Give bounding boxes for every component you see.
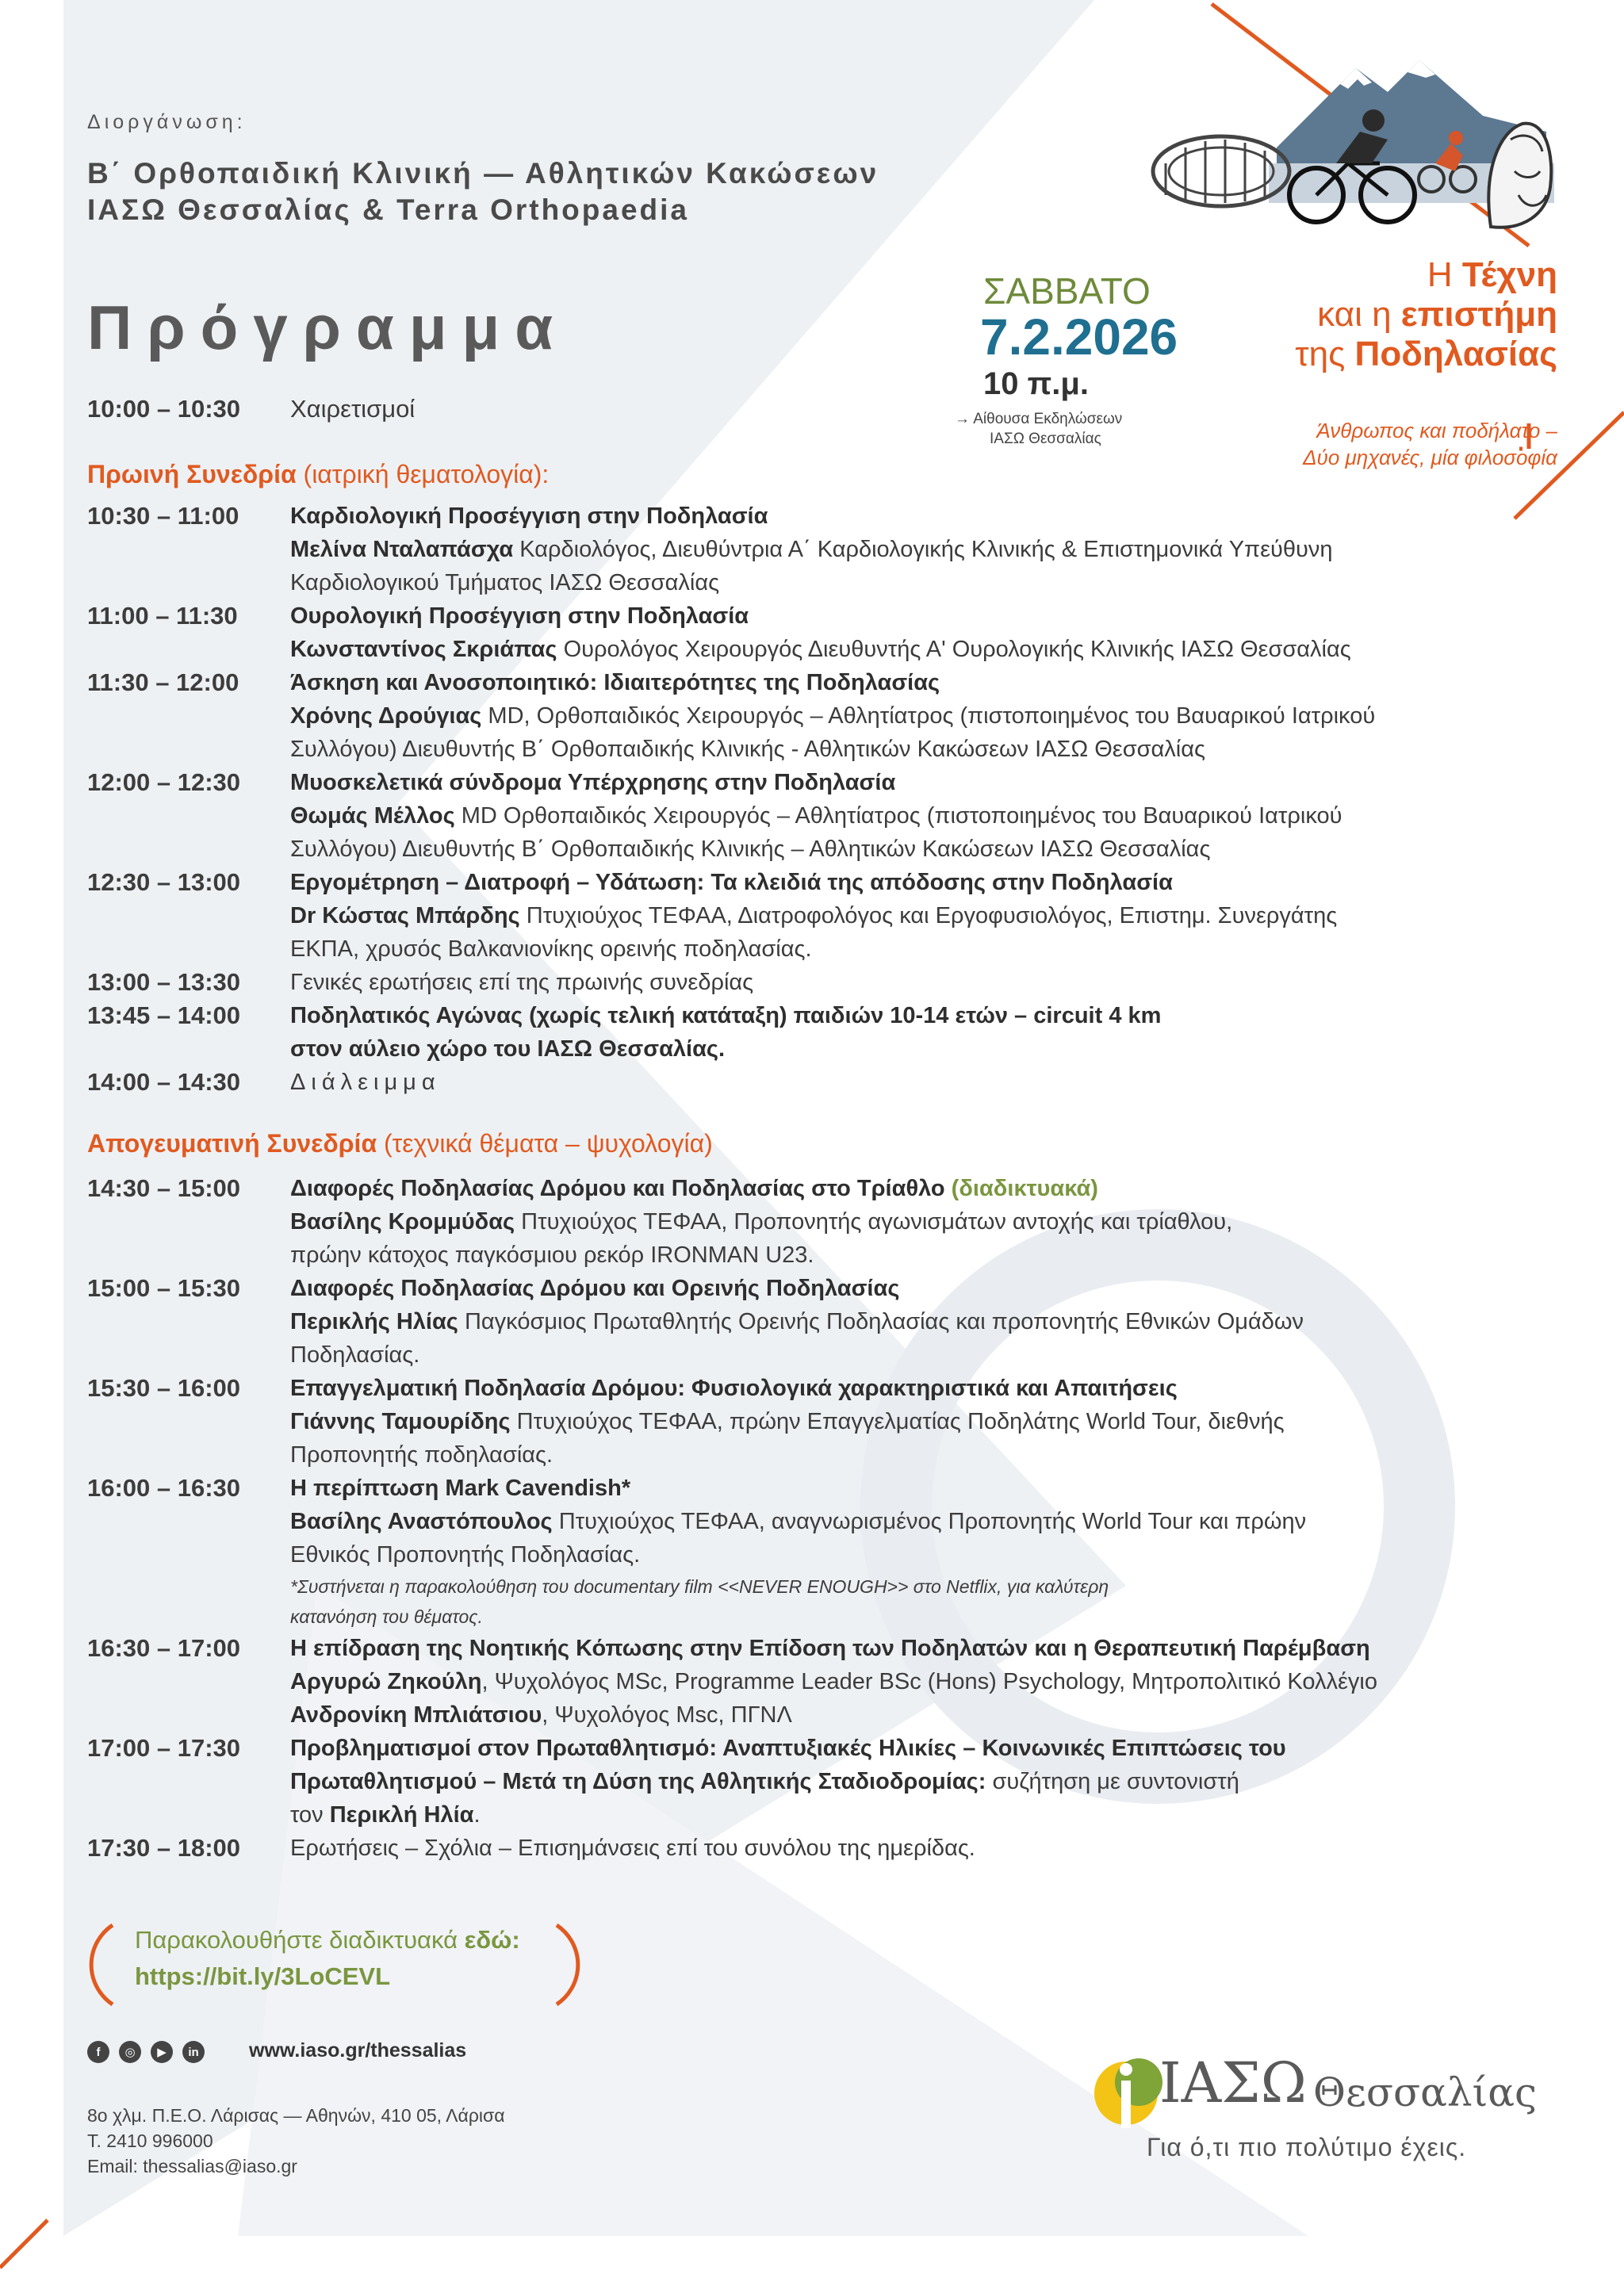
theme-text: και η bbox=[1317, 295, 1401, 334]
schedule-row bbox=[87, 666, 1578, 766]
event-time: 10 π.μ. bbox=[983, 366, 1089, 401]
time-slot: 16:00 – 16:30 bbox=[87, 1474, 241, 1502]
talk-title: Διαφορές Ποδηλασίας Δρόμου και Ορεινής Ποδηλασίας bbox=[290, 1276, 900, 1301]
brand-tagline: Για ό,τι πιο πολύτιμο έχεις. bbox=[1147, 2133, 1467, 2161]
page-title: Πρόγραμμα bbox=[87, 293, 569, 362]
welcome-label: Χαιρετισμοί bbox=[290, 395, 416, 423]
break-label: Διάλειμμα bbox=[290, 1070, 441, 1095]
time-slot: 17:00 – 17:30 bbox=[87, 1734, 241, 1762]
time-slot: 13:45 – 14:00 bbox=[87, 1001, 241, 1029]
speaker-bio: Πτυχιούχος ΤΕΦΑΑ, Προπονητής αγωνισμάτων αντοχής και τρίαθλου, bbox=[515, 1209, 1233, 1235]
time-slot: 12:30 – 13:00 bbox=[87, 868, 241, 896]
theme-emphasis: Ποδηλασίας bbox=[1354, 335, 1557, 373]
theme-line bbox=[1161, 255, 1557, 295]
talk-title: Ποδηλατικός Αγώνας (χωρίς τελική κατάταξη) παιδιών 10-14 ετών – circuit 4 km bbox=[290, 1003, 1162, 1028]
speaker-bio: Ποδηλασίας. bbox=[290, 1342, 420, 1368]
website-link[interactable]: www.iaso.gr/thessalias bbox=[249, 2039, 467, 2062]
agenda-item: Γενικές ερωτήσεις επί της πρωινής συνεδρίας bbox=[290, 970, 754, 995]
time-slot: 15:00 – 15:30 bbox=[87, 1274, 241, 1302]
talk-title: Επαγγελματική Ποδηλασία Δρόμου: Φυσιολογικά χαρακτηριστικά και Απαιτήσεις bbox=[290, 1376, 1178, 1401]
theme-emphasis: επιστήμη bbox=[1400, 295, 1557, 334]
schedule-row bbox=[87, 1172, 1578, 1272]
footnote: κατανόηση του θέματος. bbox=[290, 1606, 483, 1627]
speaker-bio: Καρδιολογικού Τμήματος ΙΑΣΩ Θεσσαλίας bbox=[290, 570, 720, 595]
schedule-row bbox=[87, 1372, 1578, 1472]
time-slot: 16:30 – 17:00 bbox=[87, 1634, 241, 1662]
morning-schedule bbox=[87, 500, 1578, 1099]
session-subject: (ιατρική θεματολογία): bbox=[296, 460, 550, 488]
speaker-bio: πρώην κάτοχος παγκόσμιου ρεκόρ IRONMAN U23. bbox=[290, 1242, 814, 1268]
schedule-row bbox=[87, 966, 1578, 999]
talk-note: τον bbox=[290, 1802, 330, 1828]
theme-text: της bbox=[1295, 335, 1355, 373]
talk-title: Η επίδραση της Νοητικής Κόπωσης στην Επίδοση των Ποδηλατών και η Θεραπευτική Παρέμβαση bbox=[290, 1636, 1370, 1661]
speaker-bio: MD Ορθοπαιδικός Χειρουργός – Αθλητίατρος (πιστοποιημένος του Βαυαρικού Ιατρικού bbox=[454, 803, 1342, 829]
session-name: Απογευματινή Συνεδρία bbox=[87, 1129, 377, 1158]
speaker-name: Αργυρώ Ζηκούλη bbox=[290, 1669, 482, 1694]
time-slot: 14:00 – 14:30 bbox=[87, 1068, 241, 1096]
subtitle-line: Άνθρωπος και ποδήλατο – bbox=[1316, 419, 1557, 442]
speaker-name: Βασίλης Αναστόπουλος bbox=[290, 1509, 553, 1534]
talk-title: Καρδιολογική Προσέγγιση στην Ποδηλασία bbox=[290, 503, 768, 529]
theme-line bbox=[1161, 295, 1557, 335]
address: 8ο χλμ. Π.Ε.Ο. Λάρισας — Αθηνών, 410 05, Λάρισα bbox=[87, 2105, 505, 2126]
moderator-name: Περικλή Ηλία bbox=[329, 1802, 474, 1828]
speaker-bio: Συλλόγου) Διευθυντής Β΄ Ορθοπαιδικής Κλινικής – Αθλητικών Κακώσεων ΙΑΣΩ Θεσσαλίας bbox=[290, 836, 1211, 862]
schedule-row bbox=[87, 1472, 1578, 1632]
speaker-bio: , Ψυχολόγος Msc, ΠΓΝΛ bbox=[542, 1702, 792, 1728]
contact-info bbox=[87, 2103, 505, 2179]
talk-title: Πρωταθλητισμού – Μετά τη Δύση της Αθλητικής Σταδιοδρομίας: bbox=[290, 1769, 986, 1794]
time-slot: 12:00 – 12:30 bbox=[87, 768, 241, 796]
welcome-row bbox=[87, 395, 415, 423]
speaker-bio: , Ψυχολόγος MSc, Programme Leader BSc (Hons) Psychology, Μητροπολιτικό Κολλέγιο bbox=[481, 1669, 1377, 1694]
talk-title: Άσκηση και Ανοσοποιητικό: Ιδιαιτερότητες της Ποδηλασίας bbox=[290, 670, 940, 695]
speaker-bio: Καρδιολόγος, Διευθύντρια Α΄ Καρδιολογικής Κλινικής & Επιστημονικά Υπεύθυνη bbox=[513, 537, 1333, 562]
talk-title: Διαφορές Ποδηλασίας Δρόμου και Ποδηλασίας στο Τρίαθλο bbox=[290, 1176, 945, 1201]
event-venue bbox=[955, 409, 1122, 449]
schedule-row bbox=[87, 1732, 1578, 1832]
speaker-name: Dr Κώστας Μπάρδης bbox=[290, 903, 520, 928]
footnote: *Συστήνεται η παρακολούθηση του documentary film <<NEVER ENOUGH>> στο Netflix, για καλύτερη bbox=[290, 1576, 1109, 1597]
time-slot: 13:00 – 13:30 bbox=[87, 968, 241, 996]
event-theme bbox=[1161, 255, 1557, 374]
theme-emphasis: Τέχνη bbox=[1461, 255, 1557, 294]
time-slot: 11:00 – 11:30 bbox=[87, 602, 238, 630]
time-slot: 10:30 – 11:00 bbox=[87, 502, 239, 530]
online-badge: (διαδικτυακά) bbox=[944, 1176, 1098, 1201]
schedule-row bbox=[87, 599, 1578, 666]
talk-note: συζήτηση με συντονιστή bbox=[986, 1769, 1239, 1794]
cycling-illustration bbox=[1150, 44, 1554, 235]
talk-title: Εργομέτρηση – Διατροφή – Υδάτωση: Τα κλειδιά της απόδοσης στην Ποδηλασία bbox=[290, 870, 1173, 895]
afternoon-session-title bbox=[87, 1129, 713, 1158]
speaker-bio: ΕΚΠΑ, χρυσός Βαλκανιονίκης ορεινής ποδηλασίας. bbox=[290, 936, 812, 962]
talk-title: στον αύλειο χώρο του ΙΑΣΩ Θεσσαλίας. bbox=[290, 1036, 726, 1062]
event-date: 7.2.2026 bbox=[980, 308, 1178, 366]
schedule-row bbox=[87, 999, 1578, 1066]
livestream-here: εδώ: bbox=[464, 1926, 520, 1954]
speaker-name: Βασίλης Κρομμύδας bbox=[290, 1209, 515, 1235]
email: Email: thessalias@iaso.gr bbox=[87, 2156, 297, 2176]
morning-session-title bbox=[87, 460, 549, 489]
livestream-callout bbox=[135, 1922, 520, 1995]
brand-name: ΙΑΣΩ bbox=[1159, 2050, 1307, 2115]
schedule-row bbox=[87, 1272, 1578, 1372]
speaker-bio: Προπονητής ποδηλασίας. bbox=[290, 1442, 553, 1468]
speaker-name: Περικλής Ηλίας bbox=[290, 1309, 458, 1334]
facebook-icon[interactable]: f bbox=[87, 2041, 109, 2063]
speaker-name: Μελίνα Νταλαπάσχα bbox=[290, 537, 514, 562]
speaker-bio: Ουρολόγος Χειρουργός Διευθυντής Α' Ουρολογικής Κλινικής ΙΑΣΩ Θεσσαλίας bbox=[557, 637, 1351, 662]
youtube-icon[interactable]: ▶ bbox=[151, 2041, 173, 2063]
theme-text: Η bbox=[1427, 255, 1462, 294]
time-slot: 10:00 – 10:30 bbox=[87, 395, 241, 423]
organizer-line: ΙΑΣΩ Θεσσαλίας & Terra Orthopaedia bbox=[87, 193, 689, 226]
phone: Τ. 2410 996000 bbox=[87, 2130, 213, 2151]
social-links bbox=[87, 2041, 205, 2063]
time-slot: 11:30 – 12:00 bbox=[87, 668, 239, 696]
speaker-name: Χρόνης Δρούγιας bbox=[290, 703, 482, 729]
theme-line bbox=[1161, 335, 1557, 374]
schedule-row bbox=[87, 866, 1578, 966]
speaker-bio: Παγκόσμιος Πρωταθλητής Ορεινής Ποδηλασίας και προπονητής Εθνικών Ομάδων bbox=[458, 1309, 1304, 1334]
session-name: Πρωινή Συνεδρία bbox=[87, 460, 297, 488]
speaker-bio: Πτυχιούχος ΤΕΦΑΑ, πρώην Επαγγελματίας Ποδηλάτης World Tour, διεθνής bbox=[510, 1409, 1285, 1434]
speaker-name: Γιάννης Ταμουρίδης bbox=[290, 1409, 511, 1434]
talk-note: . bbox=[473, 1802, 481, 1828]
speaker-bio: Συλλόγου) Διευθυντής Β΄ Ορθοπαιδικής Κλινικής - Αθλητικών Κακώσεων ΙΑΣΩ Θεσσαλίας bbox=[290, 737, 1205, 762]
venue-line: → Αίθουσα Εκδηλώσεων bbox=[955, 411, 1123, 427]
talk-title: Προβληματισμοί στον Πρωταθλητισμό: Αναπτυξιακές Ηλικίες – Κοινωνικές Επιπτώσεις του bbox=[290, 1736, 1286, 1761]
speaker-name: Θωμάς Μέλλος bbox=[290, 803, 455, 829]
livestream-text: Παρακολουθήστε διαδικτυακά bbox=[135, 1926, 465, 1954]
schedule-row bbox=[87, 1632, 1578, 1732]
time-slot: 14:30 – 15:00 bbox=[87, 1174, 241, 1202]
afternoon-schedule bbox=[87, 1172, 1578, 1865]
agenda-item: Ερωτήσεις – Σχόλια – Επισημάνσεις επί του συνόλου της ημερίδας. bbox=[290, 1836, 975, 1861]
event-subtitle bbox=[1161, 417, 1557, 471]
speaker-bio: MD, Ορθοπαιδικός Χειρουργός – Αθλητίατρος (πιστοποιημένος του Βαυαρικού Ιατρικού bbox=[481, 703, 1376, 729]
venue-line: ΙΑΣΩ Θεσσαλίας bbox=[990, 431, 1101, 447]
talk-title: Ουρολογική Προσέγγιση στην Ποδηλασία bbox=[290, 603, 749, 629]
schedule-row bbox=[87, 1066, 1578, 1099]
speaker-bio: Εθνικός Προπονητής Ποδηλασίας. bbox=[290, 1542, 641, 1568]
speaker-bio: Πτυχιούχος ΤΕΦΑΑ, Διατροφολόγος και Εργοφυσιολόγος, Επιστημ. Συνεργάτης bbox=[519, 903, 1338, 928]
schedule-row bbox=[87, 1832, 1578, 1865]
talk-title: Μυοσκελετικά σύνδρομα Υπέρχρησης στην Ποδηλασία bbox=[290, 770, 896, 795]
linkedin-icon[interactable]: in bbox=[182, 2041, 205, 2063]
event-day: ΣΑΒΒΑΤΟ bbox=[983, 270, 1151, 312]
schedule-row bbox=[87, 766, 1578, 866]
organizer-label: Διοργάνωση: bbox=[87, 111, 247, 133]
speaker-bio: Πτυχιούχος ΤΕΦΑΑ, αναγνωρισμένος Προπονητής World Tour και πρώην bbox=[552, 1509, 1307, 1534]
organizer-block bbox=[87, 155, 879, 228]
speaker-name: Κωνσταντίνος Σκριάπας bbox=[290, 637, 557, 662]
talk-title: Η περίπτωση Mark Cavendish* bbox=[290, 1476, 631, 1501]
subtitle-line: Δύο μηχανές, μία φιλοσοφία bbox=[1303, 446, 1557, 469]
time-slot: 15:30 – 16:00 bbox=[87, 1374, 241, 1402]
time-slot: 17:30 – 18:00 bbox=[87, 1834, 241, 1862]
instagram-icon[interactable]: ◎ bbox=[119, 2041, 141, 2063]
session-subject: (τεχνικά θέματα – ψυχολογία) bbox=[377, 1129, 713, 1158]
livestream-link[interactable]: https://bit.ly/3LoCEVL bbox=[135, 1962, 391, 1990]
organizer-line: Β΄ Ορθοπαιδική Κλινική — Αθλητικών Κακώσεων bbox=[87, 157, 879, 190]
schedule-row bbox=[87, 500, 1578, 599]
brand-city: Θεσσαλίας bbox=[1313, 2069, 1537, 2115]
speaker-name: Ανδρονίκη Μπλιάτσιου bbox=[290, 1702, 542, 1728]
